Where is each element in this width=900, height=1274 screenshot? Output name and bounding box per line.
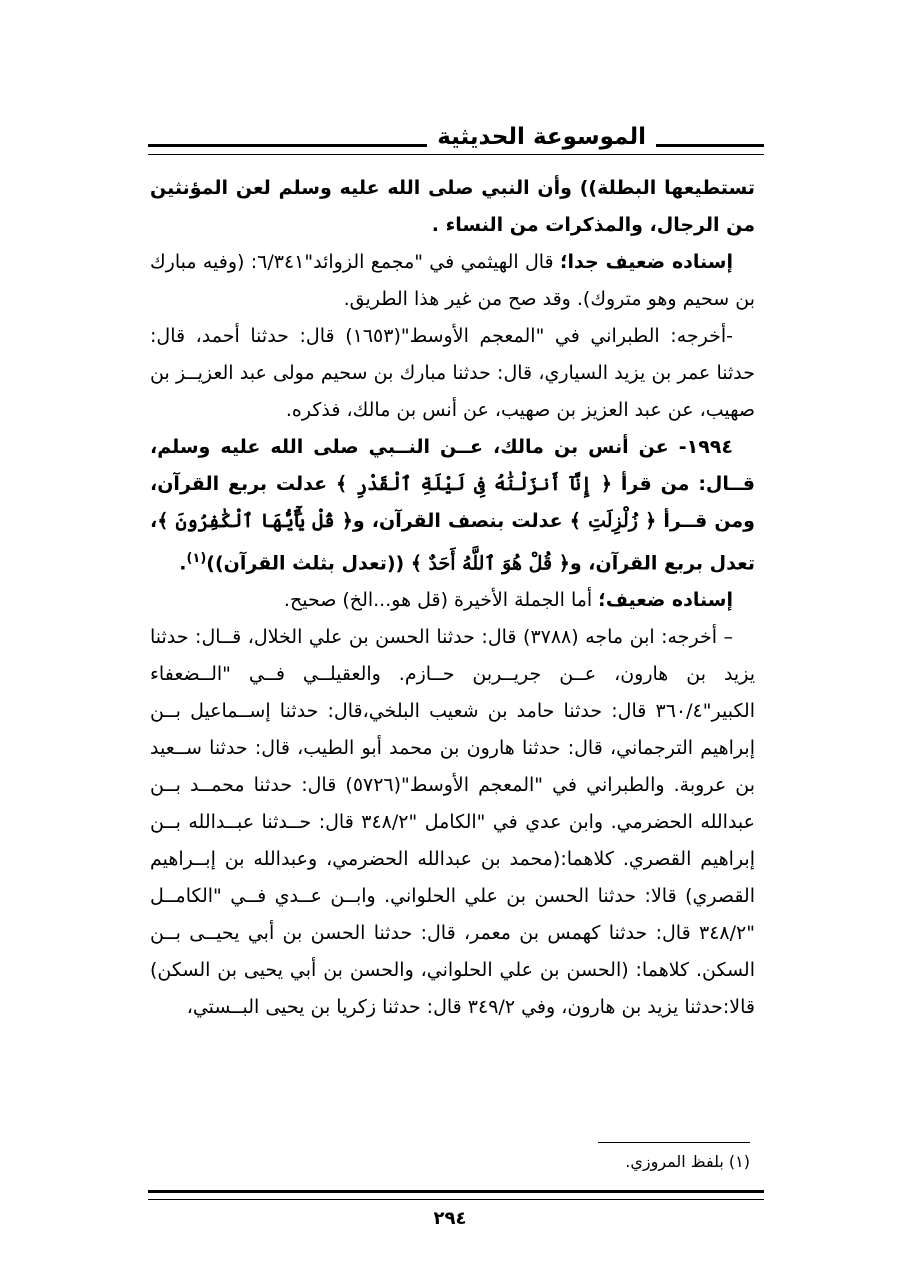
footnote: (١) بلفظ المروزي. <box>625 1152 750 1171</box>
hadith-text-e: ((تعدل بثلث القرآن)) <box>206 552 411 575</box>
paragraph-hadith-1994 <box>150 429 755 582</box>
grade-text-2: أما الجملة الأخيرة (قل هو...الخ) صحيح. <box>283 589 599 612</box>
hadith-text-a: ١٩٩٤- عن أنس بن مالك، عــن النــبي صلى الله عليه وسلم، قــال: من قرأ <box>150 436 755 495</box>
paragraph-takhrij: -أخرجه: الطبراني في "المعجم الأوسط"(١٦٥٣) قال: حدثنا أحمد، قال: حدثنا عمر بن يزيد السياري، قال: حدثنا مبارك بن سحيم مولى عبد العزيــز بن صهيب، عن عبد العزيز بن صهيب، عن أنس بن مالك، فذكره. <box>150 325 755 421</box>
paragraph-isnad-grade <box>150 244 755 318</box>
grade-label-2: إسناده ضعيف؛ <box>598 589 733 612</box>
page-body <box>150 170 755 1026</box>
grade-text: قال الهيثمي في "مجمع الزوائد"٦/٣٤١: (وفيه مبارك بن سحيم وهو متروك). وقد صح من غير هذا الطريق. <box>150 251 755 310</box>
quran-verse-kafirun: ﴿ قُلْ يَٰٓأَيُّهَا ٱلْكَٰفِرُونَ ﴾ <box>157 510 353 532</box>
page-header <box>148 118 764 158</box>
footer-rule <box>148 1190 764 1200</box>
hadith-text-d: ، تعدل بربع القرآن، و <box>150 510 755 575</box>
page-number: ٢٩٤ <box>433 1208 467 1229</box>
hadith-text-c: عدلت بنصف القرآن، و <box>352 510 570 532</box>
footnote-rule <box>598 1142 750 1143</box>
paragraph-takhrij-2: – أخرجه: ابن ماجه (٣٧٨٨) قال: حدثنا الحسن بن علي الخلال، قــال: حدثنا يزيد بن هارون، عــن جريــربن حــازم. والعقيلــي فــي "الــضعفاء الكبير"٣٦٠/٤ قال: حدثنا حامد بن شعيب البلخي،قال: حدثنا إســماعيل بــن إبراهيم الترجماني، قال: حدثنا هارون بن محمد أبو الطيب، قال: حدثنا ســعيد بن عروبة. والطبراني في "المعجم الأوسط"(٥٧٢٦) قال: حدثنا محمــد بــن عبدالله الحضرمي. وابن عدي في "الكامل "٣٤٨/٢ قال: حــدثنا عبــدالله بــن إبراهيم القصري. كلاهما:(محمد بن عبدالله الحضرمي، وعبدالله بن إبــراهيم القصري) قالا: حدثنا الحسن بن علي الحلواني. وابــن عــدي فــي "الكامــل "٣٤٨/٢ قال: حدثنا كهمس بن معمر، قال: حدثنا الحسن بن أبي يحيــى بــن السكن. كلاهما: (الحسن بن علي الحلواني، والحسن بن أبي يحيى بن السكن) قالا:حدثنا يزيد بن هارون، وفي ٣٤٩/٢ قال: حدثنا زكريا بن يحيى البــستي، <box>150 626 756 1019</box>
footnote-reference[interactable]: (١) <box>186 551 207 566</box>
paragraph-isnad-grade-2 <box>150 582 755 619</box>
grade-label: إسناده ضعيف جدا؛ <box>559 251 734 273</box>
header-title: الموسوعة الحديثية <box>427 120 656 154</box>
quran-verse-qadr: ﴿ إِنَّآ أَنزَلْنَٰهُ فِى لَيْلَةِ ٱلْقَدْرِ ﴾ <box>336 473 613 495</box>
quran-verse-zalzala: ﴿ زُلْزِلَتِ ﴾ <box>569 510 657 532</box>
hadith-text-end: . <box>179 552 187 575</box>
paragraph-continuation: تستطيعها البطلة)) وأن النبي صلى الله عليه وسلم لعن المؤنثين من الرجال، والمذكرات من النساء . <box>150 177 755 236</box>
hadith-text-b: عدلت بربع القرآن، ومن قــرأ <box>150 473 755 532</box>
quran-verse-ikhlas: ﴿ قُلْ هُوَ ٱللَّهُ أَحَدٌ ﴾ <box>410 552 570 575</box>
